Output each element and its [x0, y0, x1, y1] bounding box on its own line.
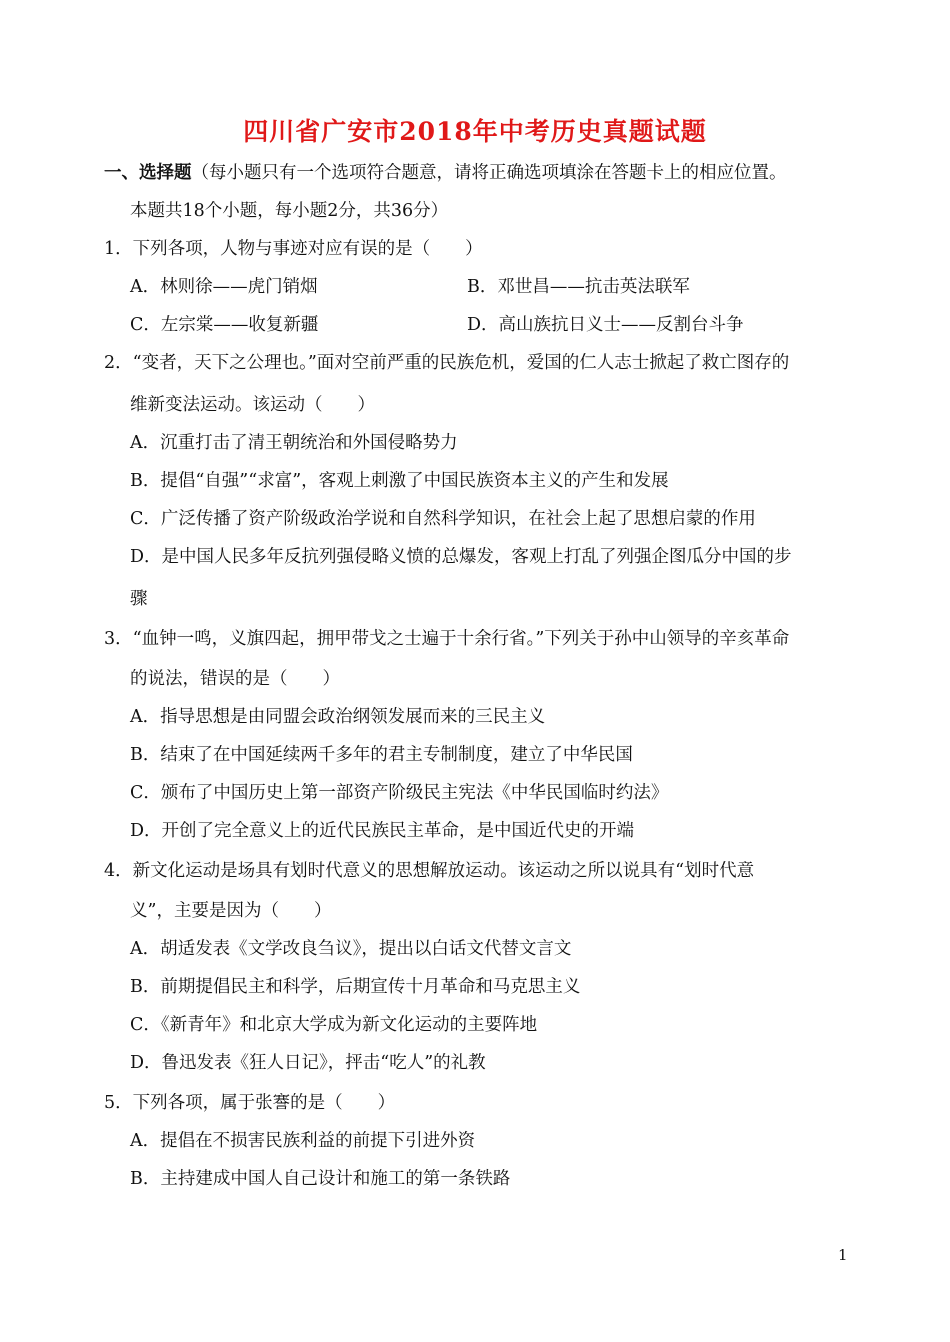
question-2-option-d: D．是中国人民多年反抗列强侵略义愤的总爆发，客观上打乱了列强企图瓜分中国的步: [130, 547, 792, 567]
question-4-stem: 4．新文化运动是场具有划时代意义的思想解放运动。该运动之所以说具有“划时代意: [104, 861, 755, 881]
section-header: [104, 162, 787, 184]
question-1-option-a: A．林则徐——虎门销烟: [130, 277, 318, 297]
question-5-option-b: B．主持建成中国人自己设计和施工的第一条铁路: [130, 1169, 511, 1189]
question-5-stem: 5．下列各项，属于张謇的是（ ）: [104, 1093, 396, 1113]
question-3-option-a: A．指导思想是由同盟会政治纲领发展而来的三民主义: [130, 707, 546, 727]
section-instruction-cont: 本题共18个小题，每小题2分，共36分）: [130, 201, 449, 221]
question-1-option-b: B．邓世昌——抗击英法联军: [467, 277, 690, 297]
question-1-option-c: C．左宗棠——收复新疆: [130, 315, 319, 335]
question-3-stem: 3．“血钟一鸣，义旗四起，拥甲带戈之士遍于十余行省。”下列关于孙中山领导的辛亥革命: [104, 629, 790, 649]
question-4-stem-cont: 义”，主要是因为（ ）: [130, 901, 332, 921]
question-2-option-b: B．提倡“自强”“求富”，客观上刺激了中国民族资本主义的产生和发展: [130, 471, 669, 491]
question-3-option-b: B．结束了在中国延续两千多年的君主专制制度，建立了中华民国: [130, 745, 633, 765]
question-3-option-c: C．颁布了中国历史上第一部资产阶级民主宪法《中华民国临时约法》: [130, 783, 669, 803]
page-number: 1: [838, 1246, 848, 1264]
question-2-option-d-cont: 骤: [130, 589, 148, 609]
question-5-option-a: A．提倡在不损害民族利益的前提下引进外资: [130, 1131, 476, 1151]
question-4-option-a: A．胡适发表《文学改良刍议》，提出以白话文代替文言文: [130, 939, 572, 959]
question-3-option-d: D．开创了完全意义上的近代民族民主革命，是中国近代史的开端: [130, 821, 635, 841]
question-2-stem-cont: 维新变法运动。该运动（ ）: [130, 395, 375, 415]
document-title: 四川省广安市2018年中考历史真题试题: [243, 117, 707, 146]
question-1-option-d: D．高山族抗日义士——反割台斗争: [467, 315, 744, 335]
question-4-option-b: B．前期提倡民主和科学，后期宣传十月革命和马克思主义: [130, 977, 581, 997]
question-2-stem: 2．“变者，天下之公理也。”面对空前严重的民族危机，爱国的仁人志士掀起了救亡图存的: [104, 353, 790, 373]
section-instruction: （每小题只有一个选项符合题意，请将正确选项填涂在答题卡上的相应位置。: [191, 163, 787, 183]
question-2-option-c: C．广泛传播了资产阶级政治学说和自然科学知识，在社会上起了思想启蒙的作用: [130, 509, 756, 529]
section-heading: 一、选择题: [104, 163, 192, 183]
question-1-stem: 1．下列各项，人物与事迹对应有误的是（ ）: [104, 239, 483, 259]
question-3-stem-cont: 的说法，错误的是（ ）: [130, 669, 340, 689]
question-2-option-a: A．沉重打击了清王朝统治和外国侵略势力: [130, 433, 458, 453]
question-4-option-c: C．《新青年》和北京大学成为新文化运动的主要阵地: [130, 1015, 538, 1035]
question-4-option-d: D．鲁迅发表《狂人日记》，抨击“吃人”的礼教: [130, 1053, 486, 1073]
